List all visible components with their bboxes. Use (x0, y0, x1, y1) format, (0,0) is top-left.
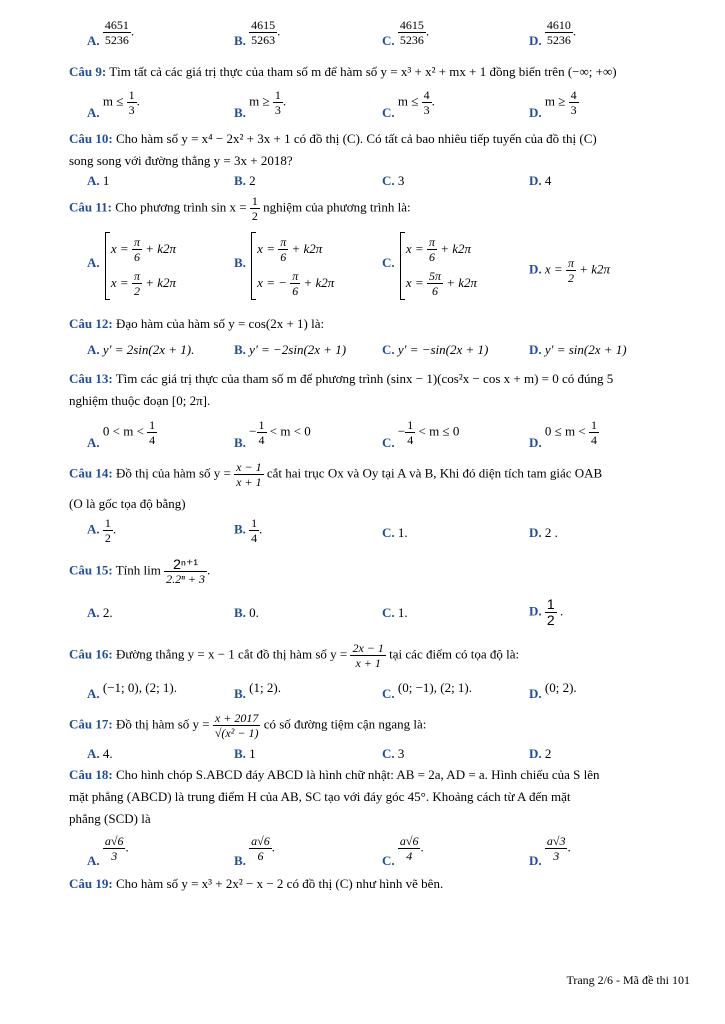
option-text: 1 (249, 746, 256, 761)
option-text: m ≤ (397, 93, 419, 109)
q13-option-d (529, 418, 599, 451)
fraction-denominator: x + 1 (236, 475, 262, 489)
option-label: B. (234, 254, 246, 270)
question-label: Câu 18: (69, 767, 113, 782)
question-label: Câu 12: (69, 316, 113, 331)
fraction-numerator: 4615 (251, 18, 276, 32)
question-label: Câu 14: (69, 465, 113, 481)
fraction-numerator: a√6 (104, 834, 124, 848)
fraction-numerator: 1 (590, 418, 597, 432)
fraction-numerator: 1 (251, 194, 258, 208)
fraction-denominator: 3 (570, 103, 577, 117)
question-text: có số đường tiệm cận ngang là: (263, 716, 427, 732)
fraction-denominator: 4 (251, 531, 258, 545)
option-label: C. (382, 746, 395, 761)
fraction-denominator: 2 (251, 209, 258, 223)
q14-option-d (529, 525, 558, 541)
q9-option-d (529, 88, 579, 121)
q10-option-b (234, 173, 256, 189)
fraction-numerator: a√6 (251, 834, 270, 848)
fraction-numerator: 1 (546, 596, 555, 612)
question-text: Đạo hàm của hàm số y = cos(2x + 1) là: (115, 316, 325, 331)
eq-part: + k2π (145, 241, 177, 256)
option-label: C. (382, 342, 395, 357)
page-footer: Trang 2/6 - Mã đề thi 101 (566, 973, 690, 987)
fraction-denominator: 6 (257, 849, 264, 863)
option-text: 2 (249, 173, 256, 188)
question-text: phẳng (SCD) là (69, 811, 151, 826)
fraction-denominator: √(x² − 1) (214, 726, 259, 740)
q16-option-b (234, 680, 281, 701)
option-label: C. (382, 686, 395, 701)
option-label: C. (382, 105, 395, 121)
option-label: C. (382, 435, 395, 451)
option-text: y' = 2sin(2x + 1). (102, 342, 195, 357)
eq-part: x = (405, 241, 424, 256)
eq-part: + k2π (291, 241, 323, 256)
fraction-numerator: π (567, 256, 574, 270)
fraction-denominator: 4 (406, 849, 413, 863)
q14-option-a: A. $\frac{1}{2}$ . (87, 516, 117, 545)
option-label: A. (87, 342, 100, 357)
question-18 (69, 764, 689, 830)
option-text: y' = sin(2x + 1) (544, 342, 627, 357)
fraction-numerator: 4651 (104, 18, 129, 32)
question-11 (69, 194, 411, 223)
question-text: Đường thẳng y = x − 1 cắt đồ thị hàm số y = (115, 646, 348, 662)
fraction-numerator: π (292, 268, 299, 283)
q17-option-b (234, 746, 256, 762)
fraction-denominator: 6 (431, 283, 438, 298)
q18-option-a: A. $\frac{a√6}{3}$ . (87, 834, 129, 869)
fraction-denominator: 4 (149, 433, 156, 447)
option-label: B. (234, 173, 246, 188)
question-text: (O là gốc tọa độ bằng) (69, 496, 186, 511)
option-label: B. (234, 342, 246, 357)
equation-system (400, 232, 477, 300)
option-text: 1 (102, 173, 110, 188)
option-label: C. (382, 853, 395, 869)
option-text: m ≤ (102, 93, 124, 109)
option-label: C. (382, 605, 395, 620)
option-label: A. (87, 746, 100, 761)
option-text: (0; −1), (2; 1). (397, 680, 473, 695)
eq-part: x = (544, 261, 563, 277)
equation-system (251, 232, 334, 300)
option-label: D. (529, 435, 542, 451)
option-label: C. (382, 254, 395, 270)
option-label: C. (382, 33, 395, 49)
option-text: 3 (397, 173, 405, 188)
option-label: D. (529, 261, 542, 277)
option-text: 0 ≤ m < (544, 423, 586, 439)
option-text: y' = −sin(2x + 1) (397, 342, 489, 357)
q12-option-c (382, 342, 488, 358)
question-text: Cho hình chóp S.ABCD đáy ABCD là hình chữ nhật: AB = 2a, AD = a. Hình chiếu của S lên (115, 767, 600, 782)
fraction-numerator: π (133, 234, 140, 249)
question-19 (69, 876, 443, 892)
question-14 (69, 460, 602, 489)
option-label: A. (87, 853, 100, 869)
eq-part: + k2π (440, 241, 472, 256)
fraction-numerator: 1 (274, 88, 281, 102)
option-label: A. (87, 686, 100, 701)
eq-part: x = (110, 275, 129, 290)
fraction-denominator: 4 (407, 433, 414, 447)
q10-option-c (382, 173, 404, 189)
q9-option-c: C. m ≤ $\frac{4}{3}$ . (382, 88, 435, 121)
option-label: D. (529, 342, 542, 357)
option-text: m ≥ (249, 93, 270, 109)
option-text: 3 (397, 746, 405, 761)
question-label: Câu 19: (69, 876, 113, 891)
fraction-numerator: 1 (149, 418, 156, 432)
question-text: Đồ thị của hàm số y = (115, 465, 231, 481)
q13-option-c (382, 418, 460, 451)
fraction-denominator: 3 (128, 103, 135, 117)
fraction-denominator: 2 (546, 612, 555, 628)
q15-option-a (87, 605, 113, 621)
option-label: A. (87, 435, 100, 451)
question-text: Tính lim (115, 562, 161, 578)
question-12 (69, 316, 324, 332)
question-16 (69, 641, 519, 670)
q8-option-b: B. $\frac{4615}{5263}$ . (234, 18, 281, 49)
option-label: B. (234, 605, 246, 620)
eq-part: x = (257, 241, 275, 256)
q17-option-c (382, 746, 404, 762)
fraction-denominator: 6 (428, 249, 435, 264)
fraction-numerator: 1 (258, 418, 265, 432)
option-label: B. (234, 105, 246, 121)
q15-option-d: D. $\frac{1}{2}$ . (529, 596, 564, 628)
question-label: Câu 10: (69, 131, 113, 146)
q17-option-a (87, 746, 113, 762)
option-label: B. (234, 521, 246, 537)
question-text: nghiệm thuộc đoạn [0; 2π]. (69, 393, 211, 408)
q12-option-d (529, 342, 627, 358)
option-text: 2. (102, 605, 113, 620)
option-label: B. (234, 33, 246, 49)
option-text: 4 (544, 173, 552, 188)
question-9 (69, 64, 617, 80)
fraction-denominator: 2.2ⁿ + 3 (166, 572, 205, 586)
option-label: D. (529, 525, 542, 540)
option-label: D. (529, 853, 542, 869)
q18-option-b: B. $\frac{a√6}{6}$ . (234, 834, 276, 869)
q15-option-c (382, 605, 408, 621)
q13-option-b (234, 418, 311, 451)
option-text: 4. (102, 746, 113, 761)
question-13 (69, 368, 689, 412)
question-label: Câu 9: (69, 64, 107, 79)
option-label: D. (529, 686, 542, 701)
fraction-numerator: 4 (570, 88, 577, 102)
eq-part: + k2π (446, 275, 478, 290)
fraction-numerator: 4615 (399, 18, 424, 32)
fraction-numerator: a√6 (399, 834, 419, 848)
option-text: < m ≤ 0 (418, 423, 460, 439)
fraction-numerator: x + 2017 (213, 711, 261, 726)
fraction-numerator: 4 (423, 88, 430, 102)
question-10 (69, 128, 689, 172)
eq-part: x = (405, 275, 424, 290)
option-text: − (249, 423, 257, 439)
question-label: Câu 16: (69, 646, 113, 662)
question-15: Câu 15: Tính lim $\frac{\text{2ⁿ⁺¹}}{\text{2.2ⁿ + 3}}$ . (69, 556, 211, 586)
question-text: Tìm các giá trị thực của tham số m để phương trình (sinx − 1)(cos²x − cos x + m) = 0 có đúng 5 (115, 371, 614, 386)
fraction-numerator: 5π (428, 268, 441, 283)
question-text: cắt hai trục Ox và Oy tại A và B, Khi đó diện tích tam giác OAB (266, 465, 603, 481)
option-text: < m < 0 (269, 423, 311, 439)
fraction-numerator: π (280, 234, 287, 249)
question-text: nghiệm của phương trình là: (263, 199, 411, 215)
fraction-denominator: 5236 (104, 33, 129, 47)
fraction-numerator: 1 (104, 516, 111, 530)
equation-system (105, 232, 176, 300)
q11-option-d (529, 256, 610, 285)
question-label: Câu 15: (69, 562, 113, 578)
fraction-numerator: 1 (128, 88, 135, 102)
option-text: 2 . (544, 525, 558, 540)
fraction-numerator: 1 (407, 418, 414, 432)
question-text: mặt phẳng (ABCD) là trung điểm H của AB, SC tạo với đáy góc 45°. Khoảng cách từ A đến mặt (69, 789, 571, 804)
fraction-numerator: π (428, 234, 435, 249)
fraction-denominator: x + 1 (355, 656, 381, 670)
fraction-numerator: 2ⁿ⁺¹ (164, 557, 207, 572)
eq-part: + k2π (303, 275, 335, 290)
option-label: D. (529, 173, 542, 188)
question-label: Câu 17: (69, 716, 113, 732)
question-label: Câu 11: (69, 199, 112, 215)
q11-option-a (87, 232, 176, 300)
q12-option-a (87, 342, 194, 358)
option-text: y' = −2sin(2x + 1) (249, 342, 347, 357)
q8-option-d: D. $\frac{4610}{5236}$ . (529, 18, 577, 49)
fraction-numerator: 4610 (546, 18, 571, 32)
option-text: (−1; 0), (2; 1). (102, 680, 178, 695)
question-text: Cho hàm số y = x⁴ − 2x² + 3x + 1 có đồ thị (C). Có tất cả bao nhiêu tiếp tuyến của đồ thị (C) (115, 131, 597, 146)
q10-option-d (529, 173, 551, 189)
option-label: A. (87, 33, 100, 49)
question-text: Đồ thị hàm số y = (115, 716, 210, 732)
fraction-denominator: 4 (590, 433, 597, 447)
option-text: m ≥ (544, 93, 566, 109)
question-text: Cho hàm số y = x³ + 2x² − x − 2 có đồ thị (C) như hình vẽ bên. (115, 876, 444, 891)
option-label: A. (87, 521, 100, 537)
option-label: A. (87, 173, 100, 188)
fraction-denominator: 6 (292, 283, 299, 298)
option-label: B. (234, 853, 246, 869)
fraction-denominator: 2 (133, 283, 140, 298)
q11-option-b (234, 232, 334, 300)
q18-option-c: C. $\frac{a√6}{4}$ . (382, 834, 424, 869)
fraction-numerator: a√3 (546, 834, 566, 848)
option-text: 0. (249, 605, 259, 620)
fraction-denominator: 3 (553, 849, 560, 863)
q14-option-c (382, 525, 408, 541)
fraction-denominator: 6 (133, 249, 140, 264)
q9-option-a: A. m ≤ $\frac{1}{3}$ . (87, 88, 140, 121)
option-label: B. (234, 746, 246, 761)
fraction-denominator: 5263 (251, 33, 276, 47)
q9-option-b: B. m ≥ $\frac{1}{3}$ . (234, 88, 287, 121)
eq-part: + k2π (145, 275, 177, 290)
q16-option-d (529, 680, 577, 701)
option-text: 1. (397, 525, 408, 540)
option-label: D. (529, 33, 542, 49)
fraction-denominator: 3 (274, 103, 281, 117)
option-label: D. (529, 746, 542, 761)
q17-option-d (529, 746, 551, 762)
eq-part: x = − (257, 275, 287, 290)
q16-option-a (87, 680, 178, 701)
fraction-denominator: 3 (111, 849, 118, 863)
option-text: 0 < m < (102, 423, 144, 439)
q10-option-a (87, 173, 109, 189)
option-label: D. (529, 603, 542, 619)
question-14-line2 (69, 496, 186, 512)
option-text: (1; 2). (249, 680, 281, 695)
option-label: B. (234, 686, 246, 701)
q12-option-b (234, 342, 346, 358)
fraction-denominator: 5236 (546, 33, 571, 47)
option-label: A. (87, 605, 100, 620)
q8-option-a: A. $\frac{4651}{5236}$ . (87, 18, 135, 49)
option-text: 1. (397, 605, 408, 620)
option-label: C. (382, 525, 395, 540)
question-label: Câu 13: (69, 371, 113, 386)
option-label: A. (87, 105, 100, 121)
option-label: C. (382, 173, 395, 188)
question-text: tại các điểm có tọa độ là: (389, 646, 520, 662)
option-text: 2 (544, 746, 552, 761)
fraction-numerator: 2x − 1 (352, 641, 384, 655)
fraction-numerator: 1 (251, 516, 258, 530)
q18-option-d: D. $\frac{a√3}{3}$ . (529, 834, 571, 869)
fraction-denominator: 5236 (399, 33, 424, 47)
question-text: Cho phương trình sin x = (115, 199, 247, 215)
q14-option-b: B. $\frac{1}{4}$ . (234, 516, 263, 545)
fraction-denominator: 2 (104, 531, 111, 545)
q11-option-c (382, 232, 477, 300)
eq-part: x = (110, 241, 129, 256)
fraction-denominator: 4 (258, 433, 265, 447)
eq-part: + k2π (579, 261, 611, 277)
option-text: (0; 2). (544, 680, 577, 695)
fraction-denominator: 3 (423, 103, 430, 117)
q13-option-a (87, 418, 157, 451)
fraction-denominator: 2 (567, 271, 574, 285)
question-text: song song với đường thẳng y = 3x + 2018? (69, 153, 293, 168)
option-label: D. (529, 105, 542, 121)
question-17 (69, 711, 426, 740)
fraction-numerator: π (133, 268, 140, 283)
fraction-numerator: x − 1 (236, 460, 262, 474)
option-label: A. (87, 254, 100, 270)
fraction-denominator: 6 (280, 249, 287, 264)
q15-option-b (234, 605, 259, 621)
q16-option-c (382, 680, 473, 701)
option-label: B. (234, 435, 246, 451)
option-text: − (397, 423, 406, 439)
q8-option-c: C. $\frac{4615}{5236}$ . (382, 18, 430, 49)
question-text: Tìm tất cả các giá trị thực của tham số m để hàm số y = x³ + x² + mx + 1 đồng biến trên (−∞; +∞) (109, 64, 617, 79)
